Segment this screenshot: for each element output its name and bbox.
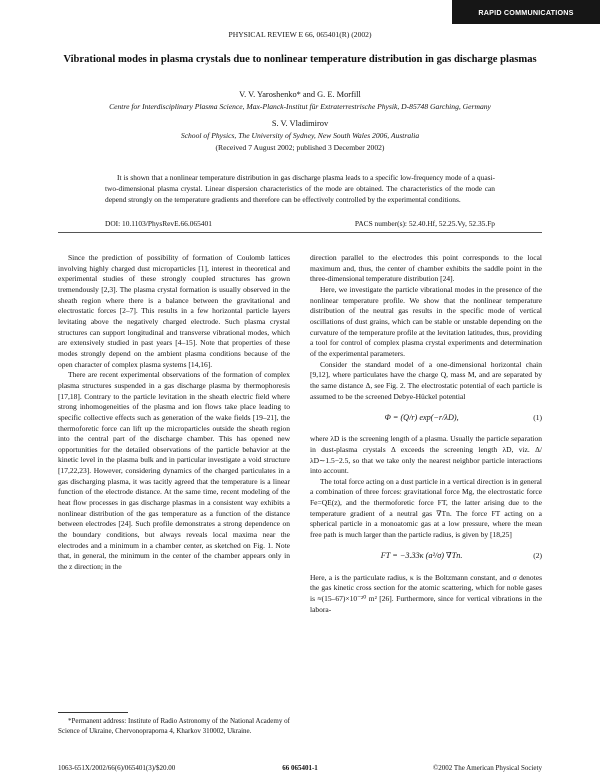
paragraph: The total force acting on a dust particle in a vertical direction is in general a combination of three forces: gravitational force Mg, the electrostatic force Fe=QE(z), and the thermoforetic force FT, the latter arising due to the temperature gradient of a neutral gas ∇Tn. The force FT acting on a spherical particle in a monoatomic gas at a low pressure, where the mean free path is much larger than the particle radius, is given by [18,25] [310, 476, 542, 540]
paragraph: There are recent experimental observations of the formation of complex plasma structures suspended in a gas discharge plasma by thermophoresis [17,18]. Contrary to the particle levitation in the sheath electric field where strong inhomogeneities of the plasma and ion flows take place leading to specific collective effects such as generation of the wake fields [19–21], the thermoforetic force can lift up the microparticles outside the sheath region into the central part of the discharge chamber. This has opened new opportunities for the detailed observations of the particle behavior at the kinetic level in the plasma bulk and in particular investigate a void structure [17,22,23]. However, considering dynamics of the charged particulates in a gas discharging plasma, it was tacitly agreed that the temperature is a linear function of the electrode distance. At the same time, recent modeling of the heat flow processes in gas discharge plasmas in a consistent way exhibits a nonlinear distribution of the gas temperature as a function of the distance between electrodes [24]. Such profile demonstrates a strong dependence on the boundary conditions, but always reveals local maxima near the electrodes and a minimum in a chamber center, as sketched on Fig. 1. Note that, in general, the minimum in the center of the chamber appears only in the z direction; in the [58, 370, 290, 572]
equation-body: Φ = (Q/r) exp(−r/λD), [384, 412, 459, 422]
left-column [58, 253, 290, 573]
footer-copyright: ©2002 The American Physical Society [432, 764, 542, 772]
paragraph: direction parallel to the electrodes this point corresponds to the local maximum and, thus, the center of chamber exhibits the saddle point in the three-dimensional temperature distribution [24]. [310, 253, 542, 284]
paragraph: Here, we investigate the particle vibrational modes in the presence of the nonlinear temperature profile. We show that the nonlinear temperature distribution of the neutral gas results in the specific mode of vertical oscillations of dust grains, which can be stable or unstable depending on the curvature of the temperature profile at the levitation latitudes, thus, providing a tool for control of complex plasma crystal experiments and determination of the experimental parameters. [310, 284, 543, 358]
article-title: Vibrational modes in plasma crystals due to nonlinear temperature distribution in gas discharge plasmas [63, 54, 537, 65]
abstract: It is shown that a nonlinear temperature distribution in gas discharge plasma leads to a specific low-frequency mode of a quasi-two-dimensional plasma crystal. Linear dispersion characteristics of the mode are obtained. The characteristics of the mode can depend strongly on the temperature gradients and therefore can be effectively controlled by the experimental conditions. [105, 173, 495, 205]
right-column [310, 253, 542, 615]
received-dates: (Received 7 August 2002; published 3 December 2002) [215, 143, 385, 152]
paragraph: Consider the standard model of a one-dimensional horizontal chain [9,12], where particulates have the charge Q, mass M, and are separated by the same distance Δ, see Fig. 2. The electrostatic potential of each particle is assumed to be the screened Debye-Hückel potential [310, 359, 542, 401]
affiliation-secondary: School of Physics, The University of Sydney, New South Wales 2006, Australia [180, 131, 420, 140]
journal-header: PHYSICAL REVIEW E 66, 065401(R) (2002) [228, 30, 372, 39]
equation-2 [310, 541, 542, 573]
paragraph: Since the prediction of possibility of formation of Coulomb lattices involving highly charged dust microparticles [1], interest in theoretical and experimental studies of these strongly coupled structures has grown tremendously [2,3]. The plasma crystal formation is usually observed in the sheath region where there is a balance between the gravitational and electrostatic forces [2–7]. This results in a few horizontal particle layers levitating above the negatively charged electrode. Such plasma crystal structures can support longitudinal and transverse vibrational modes, which are extensively studied in past years [4–15]. Note that properties of these modes strongly depend on the ambient plasma conditions because of the open character of complex plasma systems [14,16]. [58, 253, 290, 369]
affiliation-primary: Centre for Interdisciplinary Plasma Science, Max-Planck-Institut für Extraterrestrische Physik, D-85748 Garching, Germany [109, 102, 491, 111]
equation-number: (2) [533, 551, 542, 561]
paragraph: where λD is the screening length of a plasma. Usually the particle separation in dust-plasma crystals Δ exceeds the screening length λD, viz. Δ/λD∼1.5−2.5, so that we take only the nearest neighbor particle interactions into account. [310, 434, 542, 476]
authors-secondary: S. V. Vladimirov [271, 119, 329, 128]
footer-left: 1063-651X/2002/66(6)/065401(3)/$20.00 [58, 764, 176, 772]
authors-primary: V. V. Yaroshenko* and G. E. Morfill [239, 90, 361, 99]
page-number: 66 065401-1 [282, 764, 318, 772]
section-tag: RAPID COMMUNICATIONS [452, 0, 600, 24]
equation-1 [310, 402, 542, 434]
doi: DOI: 10.1103/PhysRevE.66.065401 [105, 219, 212, 228]
paragraph: Here, a is the particulate radius, κ is the Boltzmann constant, and σ denotes the gas kinetic cross section for the atomic scattering, which for noble gases is ≈(15–67)×10⁻²⁰ m² [26]. Furthermore, since for vertical vibrations in the labora- [310, 572, 542, 614]
equation-body: FT = −3.33κ (a²/σ) ∇Tn. [380, 551, 463, 561]
equation-number: (1) [533, 412, 542, 422]
header-rule [58, 232, 542, 233]
pacs-numbers: PACS number(s): 52.40.Hf, 52.25.Vy, 52.35.Fp [354, 219, 495, 228]
footnote: *Permanent address: Institute of Radio Astronomy of the National Academy of Science of Ukraine, Chervonopraporna 4, Kharkov 310002, Ukraine. [58, 717, 290, 736]
footnote-rule [58, 712, 128, 713]
